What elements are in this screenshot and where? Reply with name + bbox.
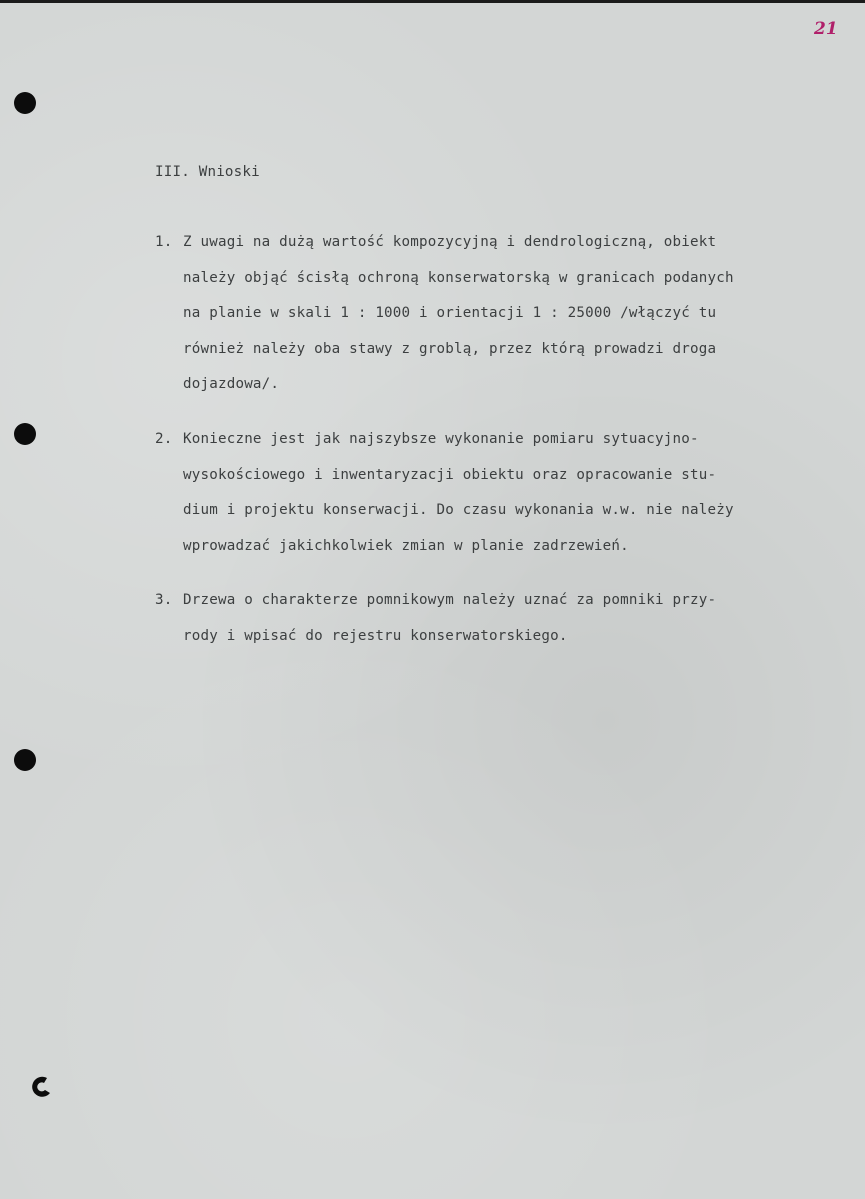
punch-hole-partial: [30, 1075, 54, 1099]
list-item: [155, 225, 835, 403]
punch-hole: [14, 749, 36, 771]
item-line: Drzewa o charakterze pomnikowym należy uznać za pomniki przy-: [183, 592, 717, 608]
item-line: Konieczne jest jak najszybsze wykonanie pomiaru sytuacyjno-: [183, 431, 699, 447]
punch-hole: [14, 92, 36, 114]
page-number: 21: [814, 19, 838, 39]
item-line: wprowadzać jakichkolwiek zmian w planie zadrzewień.: [183, 537, 629, 554]
item-line: również należy oba stawy z groblą, przez którą prowadzi droga: [183, 340, 717, 357]
item-line: należy objąć ścisłą ochroną konserwatorską w granicach podanych: [183, 269, 734, 286]
list-item: [155, 422, 835, 564]
item-number: 3.: [155, 592, 173, 608]
item-line: na planie w skali 1 : 1000 i orientacji 1 : 25000 /włączyć tu: [183, 305, 717, 322]
item-line: dojazdowa/.: [183, 376, 280, 393]
item-line: rody i wpisać do rejestru konserwatorskiego.: [183, 627, 568, 644]
item-line: dium i projektu konserwacji. Do czasu wykonania w.w. nie należy: [183, 502, 734, 519]
item-number: 1.: [155, 234, 173, 250]
item-line: Z uwagi na dużą wartość kompozycyjną i dendrologiczną, obiekt: [183, 234, 717, 250]
item-number: 2.: [155, 431, 173, 447]
section-heading: III. Wnioski: [155, 164, 260, 180]
punch-hole: [14, 423, 36, 445]
item-line: wysokościowego i inwentaryzacji obiektu oraz opracowanie stu-: [183, 466, 717, 483]
list-item: [155, 583, 835, 654]
